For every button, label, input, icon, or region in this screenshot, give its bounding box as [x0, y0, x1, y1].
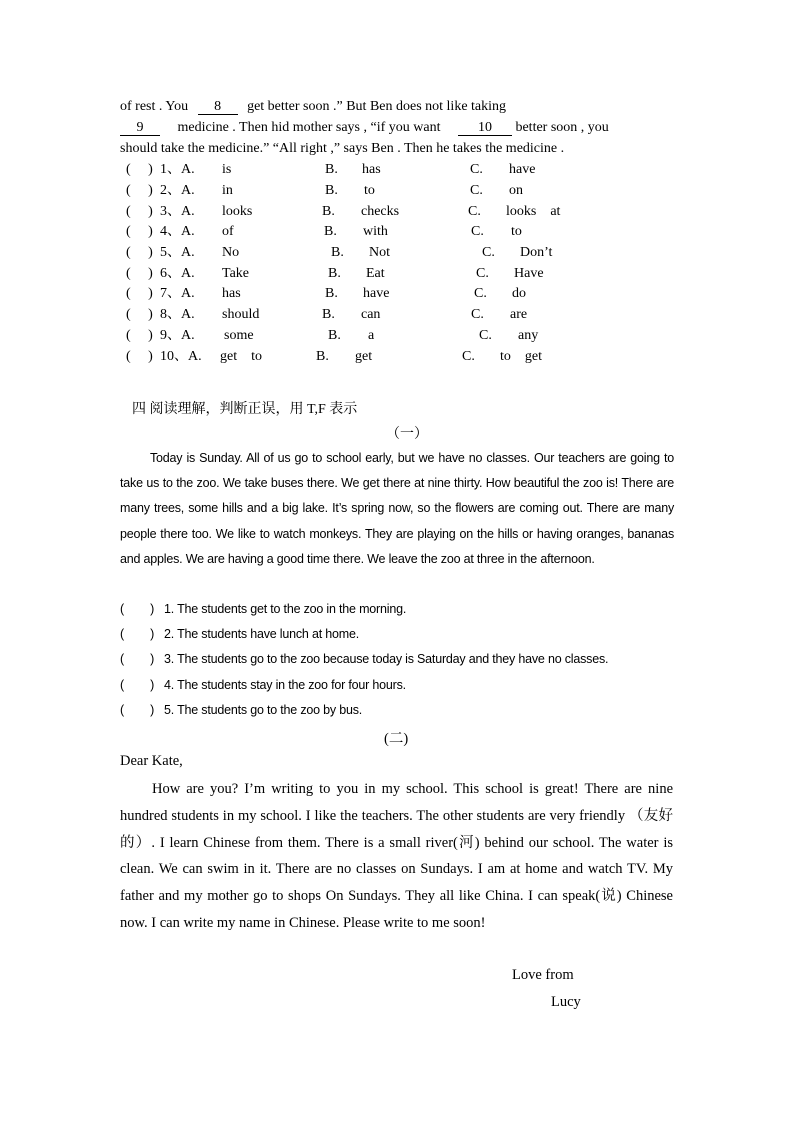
option-b: have [363, 286, 390, 301]
option-a: some [224, 328, 254, 343]
option-a: should [222, 307, 260, 322]
option-c: Don’t [520, 245, 553, 260]
answer-paren[interactable]: ( ) [126, 224, 153, 239]
letter-body [120, 776, 673, 937]
tf-statement: 2. The students have lunch at home. [164, 627, 359, 641]
cloze-text: medicine . Then hid mother says , “if you want [177, 120, 441, 135]
question-number: 10、A. [160, 349, 202, 364]
option-a: looks [222, 204, 253, 219]
passage-text: Today is Sunday. All of us go to school early, but we have no classes. Our teachers are going to take us to the zoo. We take buses there. We get there at nine thirty. How beautiful the zoo is! There are many trees, some hills and a big lake. It’s spring now, so the flowers are coming out. There are many people there too. We like to watch monkeys. They are playing on the hills or having oranges, bananas and apples. We are having a good time there. We leave the zoo at three in the afternoon. [120, 451, 674, 566]
option-b-label: B. [322, 307, 335, 322]
option-c: any [518, 328, 539, 343]
question-number: 2、A. [160, 183, 195, 198]
option-b-label: B. [325, 286, 338, 301]
letter-text: How are you? I’m writing to you in my school. This school is great! There are nine hundred students in my school. I like the teachers. The other students are very friendly （友好的）. I learn Chinese from them. There is a small river(河) behind our school. The water is clean. We can swim in it. There are no classes on Sundays. I am at home and watch TV. My father and my mother go to shops On Sundays. They all like China. I can speak(说) Chinese now. I can write my name in Chinese. Please write to me soon! [120, 781, 673, 931]
tf-item-3 [120, 652, 608, 666]
option-b: get [355, 349, 373, 364]
answer-paren[interactable]: ( ) [126, 307, 153, 322]
question-number: 9、A. [160, 328, 195, 343]
question-number: 4、A. [160, 224, 195, 239]
cloze-text: better soon , you [515, 120, 609, 135]
letter-signature: Lucy [551, 994, 581, 1010]
answer-paren[interactable]: ( ) [120, 678, 155, 692]
tf-item-2 [120, 627, 359, 641]
option-c-label: C. [476, 266, 489, 281]
option-b-label: B. [328, 328, 341, 343]
answer-paren[interactable]: ( ) [126, 266, 153, 281]
question-number: 1、A. [160, 162, 195, 177]
section-title: 四 阅读理解，判断正误，用 T,F 表示 [132, 402, 358, 417]
tf-statement: 5. The students go to the zoo by bus. [164, 703, 363, 717]
tf-item-1 [120, 602, 406, 616]
cloze-line-1 [120, 98, 506, 116]
option-c: Have [514, 266, 544, 281]
option-a: of [222, 224, 234, 239]
option-b-label: B. [322, 204, 335, 219]
option-c-label: C. [482, 245, 495, 260]
answer-paren[interactable]: ( ) [126, 328, 153, 343]
option-b-label: B. [324, 224, 337, 239]
option-b: with [363, 224, 388, 239]
option-c: have [509, 162, 536, 177]
option-a: has [222, 286, 241, 301]
blank-8: 8 [198, 99, 238, 115]
question-number: 7、A. [160, 286, 195, 301]
blank-9: 9 [120, 120, 160, 136]
option-c-label: C. [474, 286, 487, 301]
answer-paren[interactable]: ( ) [126, 162, 153, 177]
option-b-label: B. [328, 266, 341, 281]
tf-statement: 3. The students go to the zoo because today is Saturday and they have no classes. [164, 652, 609, 666]
option-b: Not [369, 245, 390, 260]
option-c-label: C. [479, 328, 492, 343]
option-b-label: B. [331, 245, 344, 260]
option-a: is [222, 162, 232, 177]
part-1-heading: （一） [386, 427, 428, 442]
question-number: 5、A. [160, 245, 195, 260]
option-a: get to [220, 349, 262, 364]
letter-closing: Love from [512, 967, 574, 983]
letter-greeting: Dear Kate, [120, 753, 183, 769]
cloze-text: of rest . You [120, 99, 189, 114]
answer-paren[interactable]: ( ) [120, 602, 155, 616]
answer-paren[interactable]: ( ) [120, 703, 155, 717]
option-b: has [362, 162, 381, 177]
option-c: to get [500, 349, 542, 364]
tf-item-4 [120, 678, 406, 692]
option-c-label: C. [470, 162, 483, 177]
cloze-line-2 [120, 119, 609, 137]
option-a: in [222, 183, 233, 198]
option-b: to [364, 183, 375, 198]
answer-paren[interactable]: ( ) [120, 652, 155, 666]
answer-paren[interactable]: ( ) [126, 245, 153, 260]
question-number: 3、A. [160, 204, 195, 219]
option-c-label: C. [462, 349, 475, 364]
option-c-label: C. [468, 204, 481, 219]
option-c-label: C. [471, 307, 484, 322]
option-b-label: B. [325, 162, 338, 177]
reading-passage-1 [120, 446, 674, 572]
option-b: can [361, 307, 381, 322]
question-number: 6、A. [160, 266, 195, 281]
option-c: looks at [506, 204, 561, 219]
part-2-heading: (二) [384, 731, 409, 747]
option-b: checks [361, 204, 400, 219]
option-b-label: B. [316, 349, 329, 364]
answer-paren[interactable]: ( ) [126, 349, 153, 364]
option-c: are [510, 307, 528, 322]
option-c: on [509, 183, 523, 198]
answer-paren[interactable]: ( ) [126, 286, 153, 301]
tf-statement: 4. The students stay in the zoo for four hours. [164, 678, 406, 692]
option-c: do [512, 286, 526, 301]
tf-statement: 1. The students get to the zoo in the morning. [164, 602, 407, 616]
option-c-label: C. [471, 224, 484, 239]
option-b-label: B. [325, 183, 338, 198]
answer-paren[interactable]: ( ) [120, 627, 155, 641]
answer-paren[interactable]: ( ) [126, 183, 153, 198]
option-c: to [511, 224, 522, 239]
option-a: No [222, 245, 240, 260]
blank-10: 10 [458, 120, 512, 136]
cloze-line-3: should take the medicine.” “All right ,” says Ben . Then he takes the medicine . [120, 141, 565, 156]
option-b: a [368, 328, 375, 343]
option-b: Eat [366, 266, 385, 281]
cloze-text: get better soon .” But Ben does not like taking [247, 99, 507, 114]
question-number: 8、A. [160, 307, 195, 322]
answer-paren[interactable]: ( ) [126, 204, 153, 219]
tf-item-5 [120, 703, 362, 717]
option-a: Take [222, 266, 250, 281]
option-c-label: C. [470, 183, 483, 198]
